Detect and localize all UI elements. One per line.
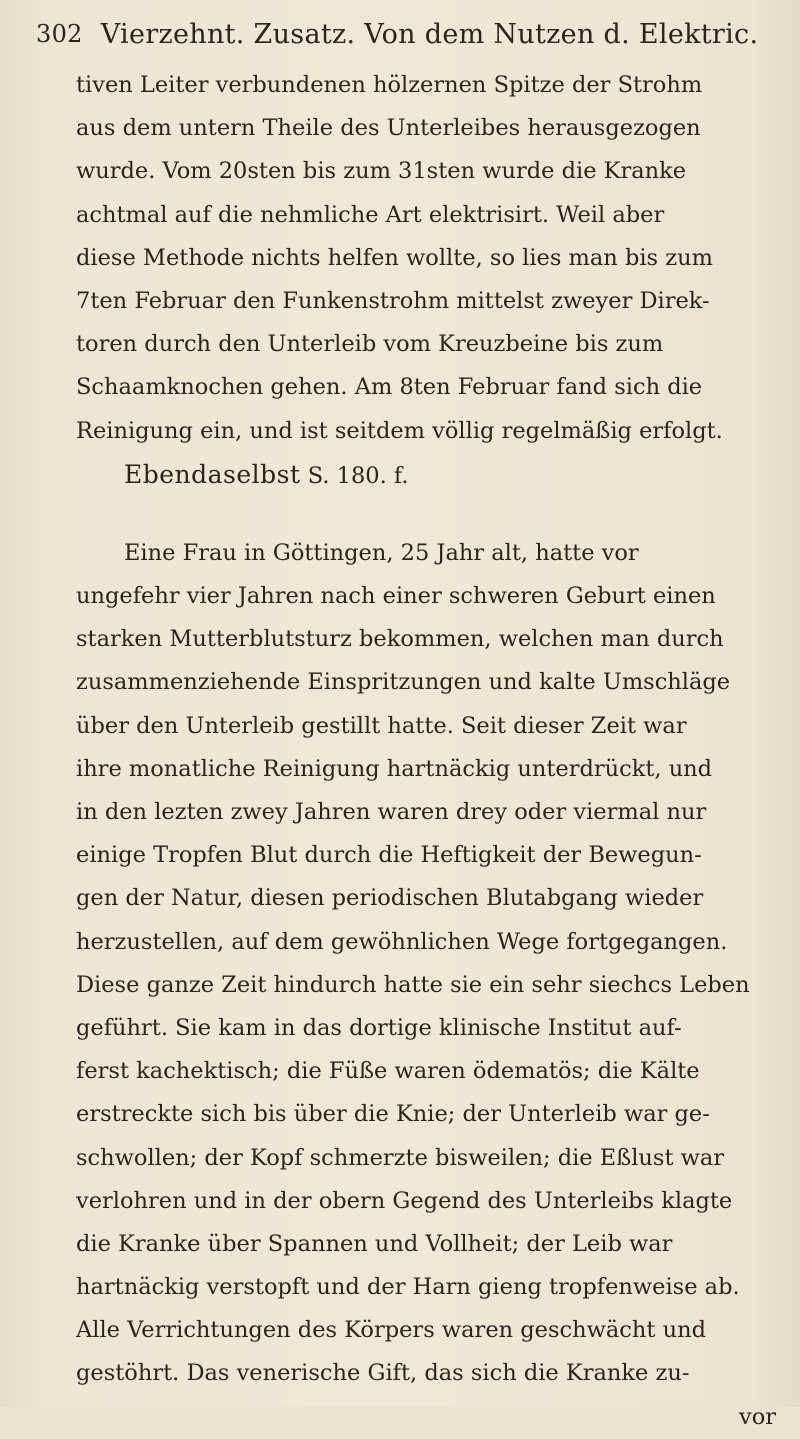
text-line: verlohren und in der obern Gegend des Unterleibs klagte: [76, 1187, 733, 1214]
text-line: gen der Natur, diesen periodischen Blutabgang wieder: [76, 885, 704, 912]
text-line: die Kranke über Spannen und Vollheit; der Leib war: [76, 1230, 673, 1257]
reference-detail: S. 180. f.: [307, 462, 409, 489]
text-line: über den Unterleib gestillt hatte. Seit dieser Zeit war: [76, 712, 687, 739]
text-line: einige Tropfen Blut durch die Heftigkeit der Bewegun-: [76, 842, 702, 869]
text-line: zusammenziehende Einspritzungen und kalte Umschläge: [76, 669, 731, 696]
text-line: gestöhrt. Das venerische Gift, das sich die Kranke zu-: [76, 1360, 690, 1387]
text-line: 7ten Februar den Funkenstrohm mittelst zweyer Direk-: [76, 287, 710, 314]
text-line: Diese ganze Zeit hindurch hatte sie ein sehr siechcs Leben: [76, 971, 750, 998]
text-line: schwollen; der Kopf schmerzte bisweilen; die Eßlust war: [76, 1144, 725, 1171]
text-line: toren durch den Unterleib vom Kreuzbeine bis zum: [76, 331, 664, 358]
text-line: hartnäckig verstopft und der Harn gieng tropfenweise ab.: [76, 1274, 740, 1301]
reference-label: Ebendaselbst: [124, 459, 301, 489]
text-line: ungefehr vier Jahren nach einer schweren Geburt einen: [76, 583, 716, 610]
page-number: 302: [36, 20, 83, 48]
text-line: starken Mutterblutsturz bekommen, welchen man durch: [76, 626, 724, 653]
running-head: [36, 12, 776, 56]
text-line: wurde. Vom 20sten bis zum 31sten wurde die Kranke: [76, 158, 687, 185]
text-line: erstreckte sich bis über die Knie; der Unterleib war ge-: [76, 1101, 710, 1128]
text-line: achtmal auf die nehmliche Art elektrisirt. Weil aber: [76, 201, 665, 228]
text-line: aus dem untern Theile des Unterleibes herausgezogen: [76, 115, 701, 142]
text-line: Schaamknochen gehen. Am 8ten Februar fand sich die: [76, 374, 703, 401]
running-title: Vierzehnt. Zusatz. Von dem Nutzen d. Elektric.: [100, 18, 759, 50]
text-line: ihre monatliche Reinigung hartnäckig unterdrückt, und: [76, 755, 713, 782]
text-line: Reinigung ein, und ist seitdem völlig regelmäßig erfolgt.: [76, 417, 723, 444]
text-line: herzustellen, auf dem gewöhnlichen Wege fortgegangen.: [76, 928, 728, 955]
text-line: Alle Verrichtungen des Körpers waren geschwächt und: [76, 1317, 706, 1344]
text-line: tiven Leiter verbundenen hölzernen Spitze der Strohm: [76, 72, 703, 98]
text-line: ferst kachektisch; die Füße waren ödematös; die Kälte: [76, 1058, 700, 1085]
text-line: diese Methode nichts helfen wollte, so lies man bis zum: [76, 244, 713, 271]
source-reference: [76, 453, 776, 496]
text-line: geführt. Sie kam in das dortige klinische Institut auf-: [76, 1014, 682, 1041]
text-line: in den lezten zwey Jahren waren drey oder viermal nur: [76, 799, 707, 825]
catchword: vor: [738, 1403, 776, 1430]
body-text: [76, 64, 776, 1439]
text-line: Eine Frau in Göttingen, 25 Jahr alt, hatte vor: [124, 539, 639, 566]
